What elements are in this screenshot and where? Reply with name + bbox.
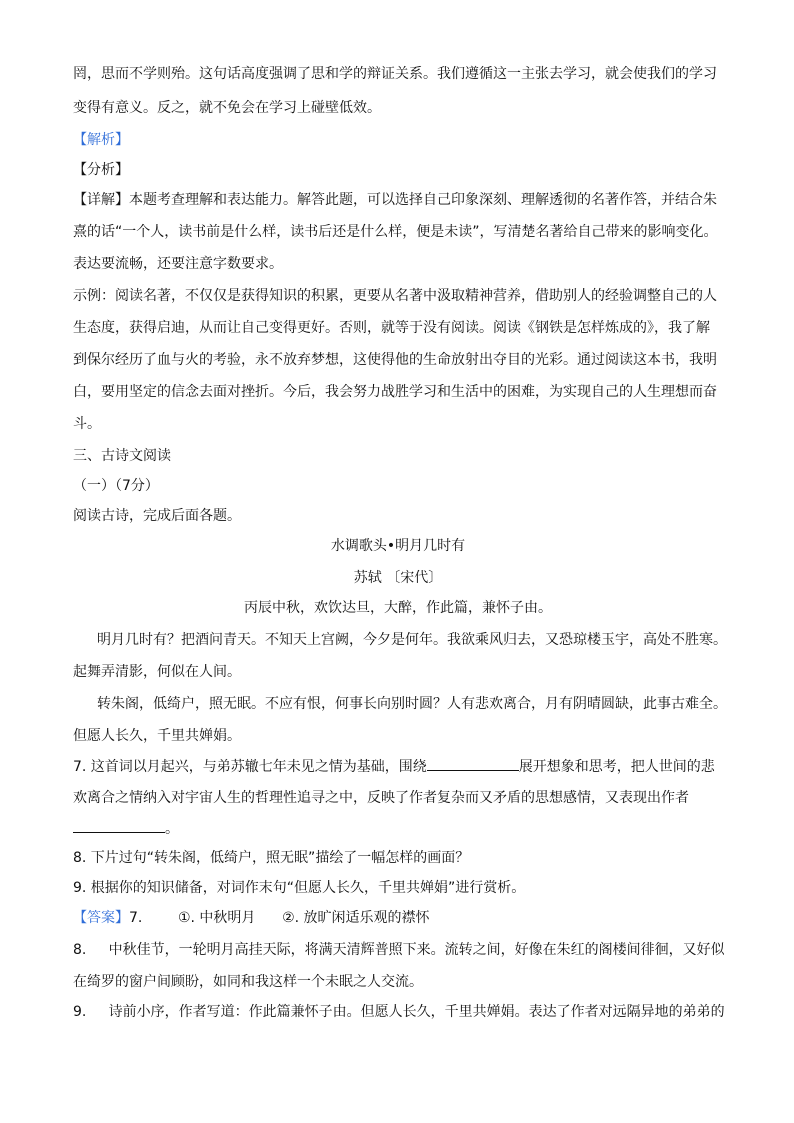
part-heading: （一）（7分） [73,478,159,494]
text-line: 变得有意义。反之，就不免会在学习上碰壁低效。 [73,100,381,116]
text-line: 熹的话“一个人，读书前是什么样，读书后还是什么样，便是未读”，写清楚名著给自己带来的影响变化。 [73,224,718,240]
answer-blank-2[interactable] [73,818,165,833]
question-7-text: 7. 这首词以月起兴，与弟苏辙七年未见之情为基础，围绕 [73,759,427,775]
text-line: 示例：阅读名著，不仅仅是获得知识的积累，更要从名著中汲取精神营养，借助别人的经验调整自己的人 [73,288,717,304]
question-9: 9. 根据你的知识储备，对词作末句“但愿人长久，千里共婵娟”进行赏析。 [73,880,526,896]
answer-line [73,908,430,928]
section-heading: 三、古诗文阅读 [73,448,171,464]
text-line: 欢离合之情纳入对宇宙人生的哲理性追寻之中，反映了作者复杂而又矛盾的思想感情，又表现出作者 [73,790,689,806]
detail-text: 本题考查理解和表达能力。解答此题，可以选择自己印象深刻、理解透彻的名著作答，并结合朱 [129,192,717,208]
text-line: 斗。 [73,416,101,432]
text-line: 生态度，获得启迪，从而让自己变得更好。否则，就等于没有阅读。阅读《钢铁是怎样炼成的》，我了解 [73,320,710,336]
poem-line: 但愿人长久，千里共婵娟。 [73,728,241,744]
text-line: 在绮罗的窗户间顾盼，如同和我这样一个未眠之人交流。 [73,974,423,990]
poem-line: 明月几时有？把酒问青天。不知天上宫阙，今夕是何年。我欲乘风归去，又恐琼楼玉宇，高处不胜寒。 [97,632,727,648]
poem-line: 起舞弄清影，何似在人间。 [73,664,241,680]
text-line: 白，要用坚定的信念去面对挫折。今后，我会努力战胜学习和生活中的困难，为实现自己的人生理想而奋 [73,384,717,400]
detail-paragraph-line [73,190,717,210]
text-line: 表达要流畅，还要注意字数要求。 [73,256,283,272]
text-line: 罔，思而不学则殆。这句话高度强调了思和学的辩证关系。我们遵循这一主张去学习，就会使我们的学习 [73,66,717,82]
question-8: 8. 下片过句“转朱阁，低绮户，照无眠”描绘了一幅怎样的画面？ [73,850,470,866]
detail-tag: 【详解】 [73,192,129,208]
question-7-line [73,818,179,839]
answer-9-line: 9. 诗前小序，作者写道：作此篇兼怀子由。但愿人长久，千里共婵娟。表达了作者对远隔异地的弟弟的 [73,1004,725,1020]
answer-blank-1[interactable] [427,756,519,771]
poem-author: 苏轼 〔宋代〕 [353,570,443,586]
instruction-text: 阅读古诗，完成后面各题。 [73,508,241,524]
analysis-subheading: 【分析】 [73,162,129,178]
question-7-text: 展开想象和思考，把人世间的悲 [518,759,715,775]
period: 。 [165,821,179,837]
poem-line: 转朱阁，低绮户，照无眠。不应有恨，何事长向别时圆？人有悲欢离合，月有阴晴圆缺，此事古难全。 [97,696,727,712]
answer-8-line: 8. 中秋佳节，一轮明月高挂天际，将满天清辉普照下来。流转之间，好像在朱红的阁楼间徘徊，又好似 [73,942,725,958]
answer-7: 7. ①. 中秋明月 ②. 放旷闲适乐观的襟怀 [129,910,430,926]
analysis-tag: 【解析】 [73,132,129,148]
answer-tag: 【答案】 [73,910,129,926]
question-7-line [73,756,715,777]
poem-preface: 丙辰中秋，欢饮达旦，大醉，作此篇，兼怀子由。 [244,600,552,616]
text-line: 到保尔经历了血与火的考验，永不放弃梦想，这使得他的生命放射出夺目的光彩。通过阅读这本书，我明 [73,352,717,368]
poem-title: 水调歌头•明月几时有 [330,538,466,554]
